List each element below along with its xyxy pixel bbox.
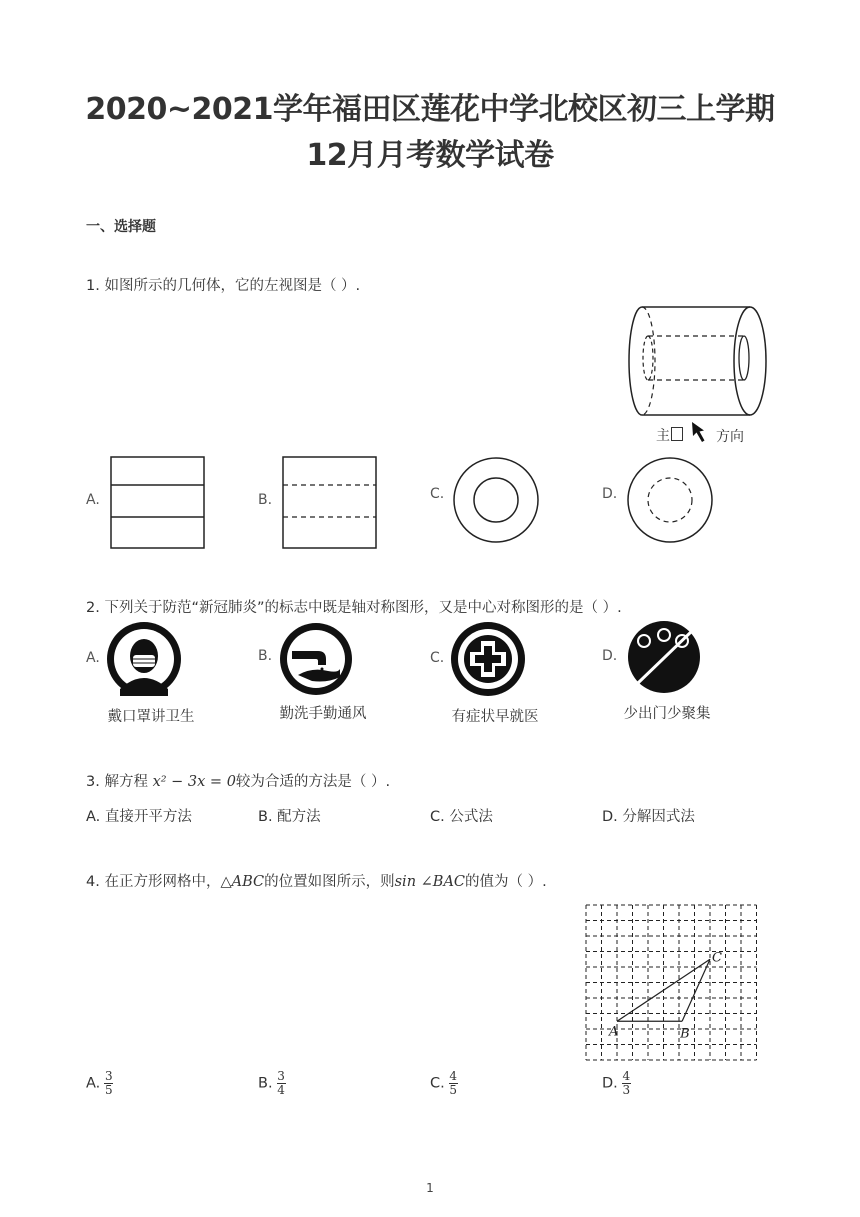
equation: x² − 3x = 0 xyxy=(152,774,236,790)
question-3-stem: 3. 解方程 x² − 3x = 0较为合适的方法是（ ）. xyxy=(86,774,391,790)
option-b[interactable]: B. 配方法 xyxy=(258,809,321,825)
question-4-stem: 4. 在正方形网格中，△ABC的位置如图所示，则sin ∠BAC的值为（ ）. xyxy=(86,874,547,890)
option-a[interactable]: A. 直接开平方法 xyxy=(86,809,192,825)
option-c-figure xyxy=(452,456,542,546)
hand-washing-icon xyxy=(278,621,356,697)
caption-hand-washing: 勤洗手勤通风 xyxy=(279,706,367,722)
point-label-b: B xyxy=(680,1026,690,1042)
option-c[interactable]: C. 公式法 xyxy=(430,809,493,825)
option-a[interactable]: A. $\frac{3}{5}$ xyxy=(86,1069,113,1097)
page-number: 1 xyxy=(426,1181,434,1195)
option-d-figure xyxy=(626,456,716,546)
option-c-label[interactable]: C. xyxy=(430,650,445,666)
page-title-line2: 12月月考数学试卷 xyxy=(306,138,554,173)
arrow-pointer-icon xyxy=(690,420,712,446)
option-d-label[interactable]: D. xyxy=(602,648,618,664)
option-d[interactable]: D. $\frac{4}{3}$ xyxy=(602,1069,631,1097)
option-c[interactable]: C. $\frac{4}{5}$ xyxy=(430,1069,458,1097)
option-c-label[interactable]: C. xyxy=(430,486,445,502)
caption-mask: 戴口罩讲卫生 xyxy=(107,709,195,725)
medical-cross-icon xyxy=(448,621,528,697)
option-b[interactable]: B. $\frac{3}{4}$ xyxy=(258,1069,285,1097)
option-b-figure xyxy=(282,456,378,550)
caption-no-crowd: 少出门少聚集 xyxy=(623,706,711,722)
hollow-cylinder-figure xyxy=(620,300,780,425)
square-grid-triangle-figure xyxy=(584,903,766,1061)
point-label-a: A xyxy=(609,1024,619,1040)
point-label-c: C xyxy=(712,950,722,966)
mask-face-icon xyxy=(104,621,184,697)
page-title-line1: 2020~2021学年福田区莲花中学北校区初三上学期 xyxy=(85,92,775,127)
option-a-label[interactable]: A. xyxy=(86,650,100,666)
no-crowd-icon xyxy=(622,619,706,695)
view-direction-label-right: 方向 xyxy=(716,429,744,445)
option-a-figure xyxy=(110,456,206,550)
option-d-label[interactable]: D. xyxy=(602,486,618,502)
option-a-label[interactable]: A. xyxy=(86,492,100,508)
view-direction-label-left: 主 xyxy=(656,425,683,445)
option-b-label[interactable]: B. xyxy=(258,648,273,664)
option-d[interactable]: D. 分解因式法 xyxy=(602,809,695,825)
question-2-stem: 2. 下列关于防范“新冠肺炎”的标志中既是轴对称图形，又是中心对称图形的是（ ）. xyxy=(86,600,622,616)
option-b-label[interactable]: B. xyxy=(258,492,273,508)
question-1-stem: 1. 如图所示的几何体，它的左视图是（ ）. xyxy=(86,278,361,294)
caption-medical: 有症状早就医 xyxy=(451,709,539,725)
section-heading: 一、选择题 xyxy=(86,219,156,235)
